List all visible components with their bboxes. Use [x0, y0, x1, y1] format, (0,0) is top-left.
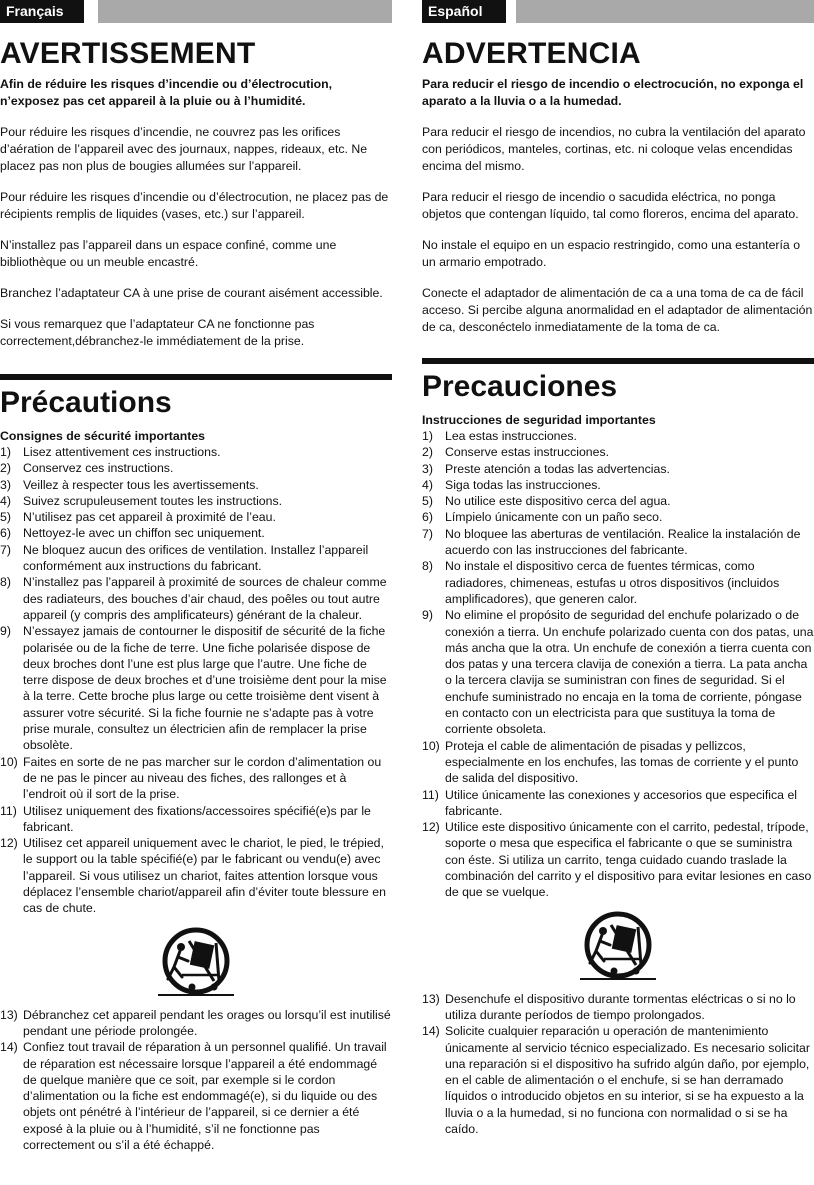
list-number: 14) — [422, 1024, 440, 1039]
instruction-list-continued — [0, 1007, 392, 1154]
instruction-list — [0, 444, 392, 917]
list-item — [0, 574, 392, 623]
list-text: N’installez pas l’appareil à proximité de sources de chaleur comme des radiateurs, des bouches d’air chaud, des poêles ou tout autre appareil (y compris des amplificateurs) générant de la chaleur. — [23, 575, 387, 622]
list-item — [0, 1039, 392, 1153]
list-text: Suivez scrupuleusement toutes les instructions. — [23, 493, 283, 508]
list-number: 8) — [0, 575, 11, 590]
list-text: N’utilisez pas cet appareil à proximité de l’eau. — [23, 510, 276, 525]
list-item — [422, 787, 814, 820]
list-text: No elimine el propósito de seguridad del enchufe polarizado o de conexión a tierra. Un enchufe polarizado cuenta con dos patas, una más ancha que la otra. Un enchufe de conexión a tierra cuenta con dos patas y una tercera clavija de conexión a tierra. La pata ancha o la tercera clavija se suministran con fines de seguridad. Si el enchufe suministrado no encaja en la toma de corriente, póngase en contacto con un electricista para que sustituya la toma de corriente obsoleta. — [445, 608, 814, 737]
language-bar — [422, 0, 814, 23]
list-number: 4) — [422, 477, 433, 492]
list-item — [422, 607, 814, 737]
list-number: 6) — [422, 510, 433, 525]
section-divider — [0, 374, 392, 380]
list-item — [422, 444, 814, 460]
cart-tip-over-warning-icon — [578, 911, 658, 983]
list-text: Proteja el cable de alimentación de pisadas y pellizcos, especialmente en los enchufes, las tomas de corriente y el punto de salida del dispositivo. — [445, 738, 799, 786]
language-bar — [0, 0, 392, 23]
warning-paragraph: Si vous remarquez que l’adaptateur CA ne fonctionne pas correctement,débranchez-le immédiatement de la prise. — [0, 317, 315, 348]
warning-lead: Para reducir el riesgo de incendio o electrocución, no exponga el aparato a la lluvia o a la humedad. — [422, 77, 804, 108]
list-item — [422, 1023, 814, 1137]
list-number: 8) — [422, 559, 433, 574]
list-item — [0, 444, 392, 460]
list-number: 7) — [0, 542, 11, 557]
cart-warning-graphic — [578, 911, 658, 983]
list-text: Utilisez uniquement des fixations/accessoires spécifié(e)s par le fabricant. — [23, 803, 371, 834]
warning-lead: Afin de réduire les risques d’incendie ou d’électrocution, n’exposez pas cet appareil à la pluie ou à l’humidité. — [0, 77, 333, 108]
warning-paragraph: Para reducir el riesgo de incendios, no cubra la ventilación del aparato con periódicos, manteles, cortinas, etc. ni coloque velas encendidas encima del mismo. — [422, 125, 806, 173]
language-tab-french: Français — [0, 0, 84, 23]
list-number: 14) — [0, 1040, 18, 1055]
list-number: 10) — [0, 754, 18, 769]
list-text: Preste atención a todas las advertencias. — [445, 461, 670, 476]
warning-paragraph: Pour réduire les risques d’incendie, ne couvrez pas les orifices d’aération de l’appareil avec des journaux, nappes, rideaux, etc. Ne placez pas non plus de bougies allumées sur l’appareil. — [0, 125, 368, 173]
list-item — [0, 525, 392, 541]
warning-title: ADVERTENCIA — [422, 37, 641, 70]
list-number: 6) — [0, 526, 11, 541]
list-number: 13) — [422, 991, 440, 1006]
list-item — [422, 493, 814, 509]
warning-paragraph: Pour réduire les risques d’incendie ou d’électrocution, ne placez pas de récipients remplis de liquides (vases, etc.) sur l’appareil. — [0, 190, 389, 221]
list-number: 11) — [0, 803, 17, 818]
cart-warning-graphic — [156, 927, 236, 999]
list-item — [0, 460, 392, 476]
list-item — [0, 835, 392, 916]
list-text: Siga todas las instrucciones. — [445, 477, 601, 492]
section-divider — [422, 358, 814, 364]
list-item — [422, 477, 814, 493]
language-bar-fill — [516, 0, 814, 23]
list-number: 12) — [422, 820, 440, 835]
list-text: No utilice este dispositivo cerca del agua. — [445, 494, 671, 509]
spanish-column — [422, 0, 814, 1137]
list-text: Límpielo únicamente con un paño seco. — [445, 510, 663, 525]
list-text: Utilice este dispositivo únicamente con el carrito, pedestal, trípode, soporte o mesa que especifica el fabricante o que se suministra con éste. Si utiliza un carrito, tenga cuidado cuando traslade la combinación del carrito y el dispositivo para evitar lesiones en caso de que se vuelque. — [445, 820, 812, 900]
list-item — [0, 493, 392, 509]
list-item — [422, 819, 814, 900]
precautions-title: Précautions — [0, 386, 172, 419]
list-number: 2) — [0, 461, 11, 476]
list-text: Lea estas instrucciones. — [445, 429, 577, 443]
list-number: 5) — [422, 494, 433, 509]
instruction-list — [422, 428, 814, 901]
list-text: Veillez à respecter tous les avertissements. — [23, 477, 259, 492]
list-item — [0, 542, 392, 575]
list-text: Utilice únicamente las conexiones y accesorios que especifica el fabricante. — [445, 787, 798, 818]
list-item — [0, 509, 392, 525]
list-number: 10) — [422, 738, 440, 753]
safety-subtitle: Instrucciones de seguridad importantes — [422, 413, 656, 427]
list-number: 5) — [0, 510, 11, 525]
list-text: Débranchez cet appareil pendant les orages ou lorsqu’il est inutilisé pendant une période prolongée. — [23, 1007, 391, 1038]
list-number: 12) — [0, 836, 18, 851]
language-bar-fill — [98, 0, 392, 23]
list-text: N’essayez jamais de contourner le dispositif de sécurité de la fiche polarisée ou de la fiche de terre. Une fiche polarisée dispose de deux broches dont l’une est plus large que l’autre. Une fiche de terre dispose de deux broches et d’une troisième dent pour la mise à la terre. Cette broche plus large ou cette troisième dent visent à assurer votre sécurité. Si la fiche fournie ne s’adapte pas à votre prise murale, consultez un électricien afin de remplacer la prise obsolète. — [23, 624, 387, 753]
list-number: 2) — [422, 445, 433, 460]
list-item — [422, 428, 814, 444]
list-text: No bloquee las aberturas de ventilación. Realice la instalación de acuerdo con las instrucciones del fabricante. — [445, 526, 801, 558]
list-item — [0, 623, 392, 753]
list-item — [422, 526, 814, 559]
list-number: 13) — [0, 1007, 18, 1022]
cart-tip-over-warning-icon — [156, 927, 236, 999]
warning-title: AVERTISSEMENT — [0, 37, 256, 70]
warning-paragraph: Conecte el adaptador de alimentación de ca a una toma de ca de fácil acceso. Si percibe alguna anormalidad en el adaptador de alimentación de ca, desconéctelo inmediatamente de la toma de ca. — [422, 286, 813, 334]
list-text: No instale el dispositivo cerca de fuentes térmicas, como radiadores, chimeneas, estufas u otros dispositivos (incluidos amplificadores), que generen calor. — [445, 559, 780, 606]
list-item — [422, 558, 814, 607]
list-text: Lisez attentivement ces instructions. — [23, 445, 221, 459]
list-number: 7) — [422, 526, 433, 541]
list-item — [0, 477, 392, 493]
warning-paragraph: N’installez pas l’appareil dans un espace confiné, comme une bibliothèque ou un meuble encastré. — [0, 238, 337, 269]
warning-paragraph: Para reducir el riesgo de incendio o sacudida eléctrica, no ponga objetos que contengan líquido, tal como floreros, encima del aparato. — [422, 190, 799, 221]
list-text: Desenchufe el dispositivo durante tormentas eléctricas o si no lo utiliza durante períodos de tiempo prolongados. — [445, 991, 796, 1022]
list-text: Faites en sorte de ne pas marcher sur le cordon d’alimentation ou de ne pas le pincer au niveau des fiches, des rallonges et à l’endroit où il sort de la prise. — [23, 754, 382, 802]
list-number: 9) — [422, 608, 433, 623]
list-text: Nettoyez-le avec un chiffon sec uniquement. — [23, 526, 265, 541]
warning-paragraph: Branchez l’adaptateur CA à une prise de courant aisément accessible. — [0, 286, 383, 300]
list-text: Confiez tout travail de réparation à un personnel qualifié. Un travail de réparation est nécessaire lorsque l’appareil a été endommagé de quelque manière que ce soit, par exemple si le cordon d’alimentation ou la fiche est endommagé(e), si du liquide ou des objets ont pénétré à l’intérieur de l’appareil, si ce dernier a été exposé à la pluie ou à l’humidité, s’il ne fonctionne pas correctement ou s’il a été échappé. — [23, 1040, 387, 1152]
warning-paragraph: No instale el equipo en un espacio restringido, como una estantería o un armario empotrado. — [422, 238, 801, 269]
list-number: 1) — [422, 429, 433, 443]
list-item — [0, 1007, 392, 1040]
list-item — [0, 803, 392, 836]
safety-subtitle: Consignes de sécurité importantes — [0, 429, 206, 443]
list-text: Ne bloquez aucun des orifices de ventilation. Installez l’appareil conformément aux instructions du fabricant. — [23, 542, 369, 574]
list-number: 3) — [0, 477, 11, 492]
list-number: 4) — [0, 493, 11, 508]
list-item — [422, 738, 814, 787]
list-number: 3) — [422, 461, 433, 476]
list-text: Conserve estas instrucciones. — [445, 445, 610, 460]
precautions-title: Precauciones — [422, 370, 618, 403]
list-text: Utilisez cet appareil uniquement avec le chariot, le pied, le trépied, le support ou la table spécifié(e) par le fabricant ou vendu(e) avec l’appareil. Si vous utilisez un chariot, faites attention lorsque vous déplacez l’ensemble chariot/appareil afin d’éviter toute blessure en cas de chute. — [23, 836, 386, 916]
list-item — [422, 991, 814, 1024]
list-item — [422, 509, 814, 525]
list-text: Solicite cualquier reparación u operación de mantenimiento únicamente al servicio técnico especializado. Es necesario solicitar una reparación si el dispositivo ha sufrido algún daño, por ejemplo, en el cable de alimentación o el enchufe, si se han derramado líquidos o introducido objetos en su interior, si se ha expuesto a la lluvia o a la humedad, si no funciona con normalidad o si se ha caído. — [445, 1024, 810, 1136]
french-column — [0, 0, 392, 1153]
list-number: 11) — [422, 787, 439, 802]
list-number: 1) — [0, 445, 11, 459]
list-text: Conservez ces instructions. — [23, 461, 174, 476]
list-item — [422, 461, 814, 477]
language-tab-spanish: Español — [422, 0, 506, 23]
list-item — [0, 754, 392, 803]
instruction-list-continued — [422, 991, 814, 1138]
list-number: 9) — [0, 624, 11, 639]
